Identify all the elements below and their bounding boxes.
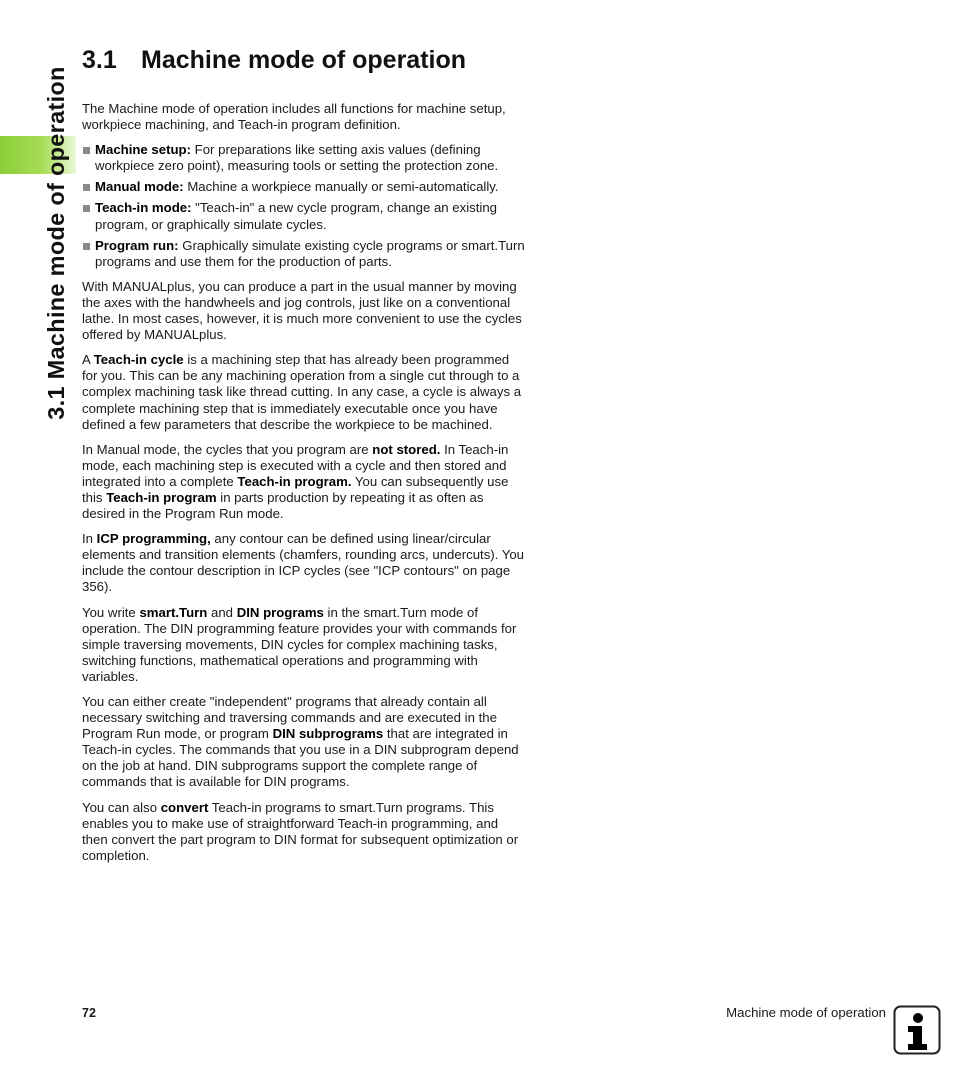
body-text bbox=[82, 101, 527, 873]
info-icon bbox=[893, 1005, 941, 1055]
manualplus-paragraph: With MANUALplus, you can produce a part in the usual manner by moving the axes with the handwheels and jog controls, just like on a conventional lathe. In most cases, however, it is much more convenient to use the cycles offered by MANUALplus. bbox=[82, 278, 522, 343]
page-number: 72 bbox=[82, 1006, 96, 1020]
list-item: Teach-in mode: "Teach-in" a new cycle program, change an existing program, or graphically simulate cycles. bbox=[82, 200, 527, 232]
smartturn-paragraph: You write smart.Turn and DIN programs in the smart.Turn mode of operation. The DIN programming feature provides your with commands for simple traversing movements, DIN cycles for complex machining tasks, switching functions, mathematical operations and programming with variables. bbox=[82, 604, 517, 684]
manual-mode-paragraph: In Manual mode, the cycles that you program are not stored. In Teach-in mode, each machining step is executed with a cycle and then stored and integrated into a complete Teach-in program. You can subsequently use this Teach-in program in parts production by repeating it as often as desired in the Program Run mode. bbox=[82, 441, 509, 522]
convert-paragraph: You can also convert Teach-in programs to smart.Turn programs. This enables you to make use of straightforward Teach-in programming, and then convert the part program to DIN format for subsequent optimization or completion. bbox=[82, 799, 519, 863]
side-chapter-title: 3.1 Machine mode of operation bbox=[43, 66, 69, 420]
square-bullet-icon bbox=[83, 243, 90, 250]
square-bullet-icon bbox=[83, 205, 90, 212]
footer-section-title: Machine mode of operation bbox=[726, 1005, 886, 1020]
square-bullet-icon bbox=[83, 184, 90, 191]
list-item: Machine setup: For preparations like setting axis values (defining workpiece zero point), measuring tools or setting the protection zone. bbox=[82, 142, 527, 174]
icp-paragraph: In ICP programming, any contour can be defined using linear/circular elements and transition elements (chamfers, rounding arcs, undercuts). You include the contour description in ICP cycles (see "ICP contours" on page 356). bbox=[82, 531, 525, 595]
teachin-cycle-paragraph: A Teach-in cycle is a machining step that has already been programmed for you. This can be any machining operation from a single cut through to a complex machining task like thread cutting. In any case, a cycle is always a complete machining step that is immediately executable once you have defined a few parameters that describe the workpiece to be machined. bbox=[82, 352, 522, 432]
intro-paragraph: The Machine mode of operation includes all functions for machine setup, workpiece machining, and Teach-in program definition. bbox=[82, 101, 506, 133]
page-title bbox=[82, 46, 466, 75]
square-bullet-icon bbox=[83, 147, 90, 154]
mode-list bbox=[82, 142, 527, 270]
list-item: Program run: Graphically simulate existing cycle programs or smart.Turn programs and use them for the production of parts. bbox=[82, 238, 527, 270]
section-number: 3.1 bbox=[82, 46, 117, 74]
list-item: Manual mode: Machine a workpiece manually or semi-automatically. bbox=[82, 179, 527, 195]
subprograms-paragraph: You can either create "independent" programs that already contain all necessary switching and traversing commands and are executed in the Program Run mode, or program DIN subprograms that are integrated in Teach-in cycles. The commands that you use in a DIN subprogram depend on the job at hand. DIN subprograms support the complete range of commands that is available for DIN programs. bbox=[82, 694, 519, 790]
section-title: Machine mode of operation bbox=[141, 46, 467, 74]
